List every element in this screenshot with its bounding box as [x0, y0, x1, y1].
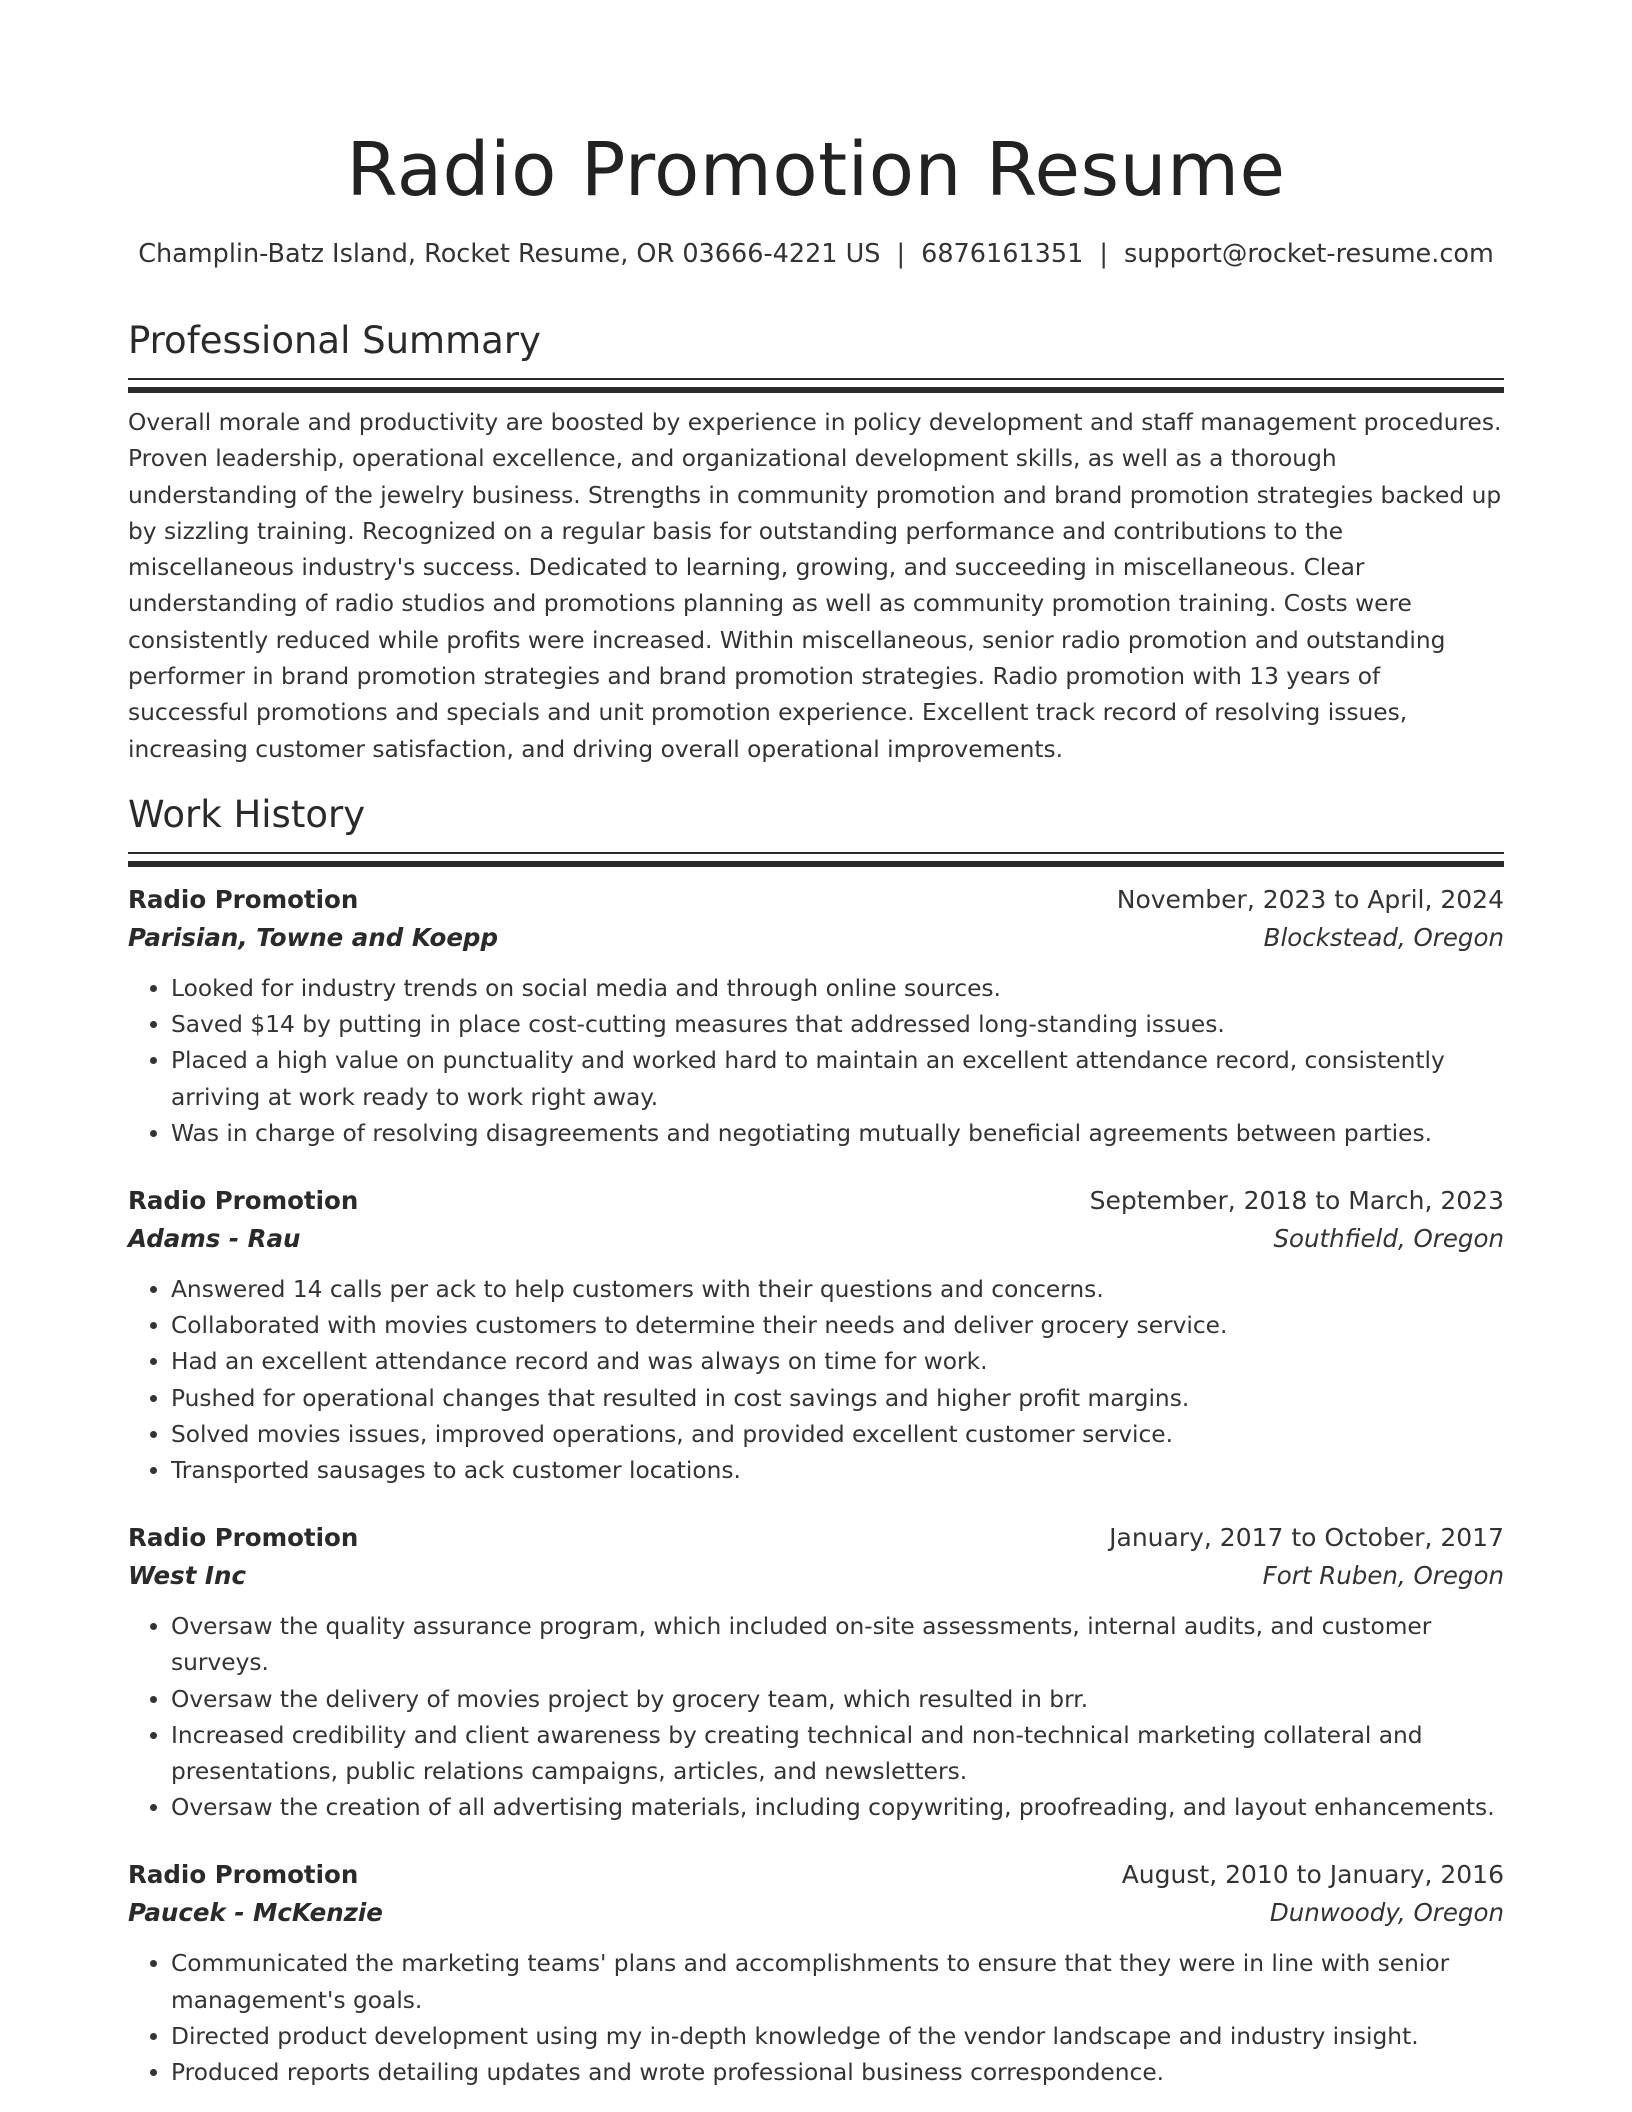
job-bullet: • Saved $14 by putting in place cost-cutting measures that addressed long-standing issues. [171, 1007, 1504, 1043]
job-header-row [128, 1856, 1504, 1894]
job-bullet: • Transported sausages to ack customer locations. [171, 1453, 1504, 1489]
job-location: Dunwoody, Oregon [1269, 1898, 1504, 1928]
resume-name: Radio Promotion Resume [346, 127, 1286, 213]
job-company-row [128, 1557, 1504, 1595]
section-divider [128, 378, 1504, 393]
contact-phone: 6876161351 [921, 239, 1084, 269]
job-entry [128, 881, 1504, 1152]
job-entry [128, 1856, 1504, 2091]
job-bullet: • Looked for industry trends on social media and through online sources. [171, 971, 1504, 1007]
job-company: Parisian, Towne and Koepp [128, 922, 499, 952]
job-title: Radio Promotion [128, 884, 359, 914]
job-bullet: • Had an excellent attendance record and was always on time for work. [171, 1344, 1504, 1380]
job-bullets [128, 1946, 1504, 2091]
job-bullet: • Oversaw the quality assurance program, which included on-site assessments, internal audits, and customer surveys. [171, 1609, 1504, 1681]
job-bullet: • Produced reports detailing updates and wrote professional business correspondence. [171, 2055, 1504, 2091]
job-dates: January, 2017 to October, 2017 [1109, 1523, 1504, 1553]
job-bullet: • Solved movies issues, improved operations, and provided excellent customer service. [171, 1417, 1504, 1453]
job-company: Paucek - McKenzie [128, 1898, 383, 1928]
job-dates: September, 2018 to March, 2023 [1089, 1185, 1504, 1215]
job-company-row [128, 1894, 1504, 1932]
contact-separator: | [1099, 239, 1108, 269]
job-entry [128, 1519, 1504, 1826]
job-bullet: • Was in charge of resolving disagreements and negotiating mutually beneficial agreements between parties. [171, 1116, 1504, 1152]
contact-line [128, 236, 1504, 272]
job-company-row [128, 1220, 1504, 1258]
job-bullet: • Oversaw the creation of all advertising materials, including copywriting, proofreading, and layout enhancements. [171, 1790, 1504, 1826]
section-title-summary: Professional Summary [128, 319, 541, 362]
job-bullets [128, 1272, 1504, 1489]
job-dates: November, 2023 to April, 2024 [1116, 884, 1504, 914]
job-location: Fort Ruben, Oregon [1262, 1561, 1504, 1591]
job-bullet: • Pushed for operational changes that resulted in cost savings and higher profit margins. [171, 1381, 1504, 1417]
work-history-list [128, 881, 1504, 2091]
job-bullet: • Communicated the marketing teams' plans and accomplishments to ensure that they were in line with senior management's goals. [171, 1946, 1504, 2018]
contact-address: Champlin-Batz Island, Rocket Resume, OR 03666-4221 US [138, 239, 881, 269]
contact-email: support@rocket-resume.com [1123, 239, 1494, 269]
job-title: Radio Promotion [128, 1860, 359, 1890]
resume-page [128, 118, 1504, 2091]
job-title: Radio Promotion [128, 1523, 359, 1553]
job-location: Blockstead, Oregon [1263, 922, 1504, 952]
job-company-row [128, 919, 1504, 957]
job-entry [128, 1182, 1504, 1489]
job-bullet: • Increased credibility and client awareness by creating technical and non-technical marketing collateral and presentations, public relations campaigns, articles, and newsletters. [171, 1718, 1504, 1790]
contact-separator: | [896, 239, 906, 269]
job-header-row [128, 1519, 1504, 1557]
job-company: Adams - Rau [128, 1223, 301, 1253]
job-bullet: • Oversaw the delivery of movies project by grocery team, which resulted in brr. [171, 1682, 1504, 1718]
job-bullets [128, 1609, 1504, 1826]
section-divider [128, 852, 1504, 867]
job-header-row [128, 1182, 1504, 1220]
job-dates: August, 2010 to January, 2016 [1121, 1860, 1504, 1890]
job-title: Radio Promotion [128, 1185, 359, 1215]
job-bullet: • Placed a high value on punctuality and worked hard to maintain an excellent attendance record, consistently arriving at work ready to work right away. [171, 1043, 1504, 1115]
job-bullet: • Collaborated with movies customers to determine their needs and deliver grocery service. [171, 1308, 1504, 1344]
summary-text: Overall morale and productivity are boosted by experience in policy development and staff management procedures. Proven leadership, operational excellence, and organizational development skills, as well as a thorough understanding of the jewelry business. Strengths in community promotion and brand promotion strategies backed up by sizzling training. Recognized on a regular basis for outstanding performance and contributions to the miscellaneous industry's success. Dedicated to learning, growing, and succeeding in miscellaneous. Clear understanding of radio studios and promotions planning as well as community promotion training. Costs were consistently reduced while profits were increased. Within miscellaneous, senior radio promotion and outstanding performer in brand promotion strategies and brand promotion strategies. Radio promotion with 13 years of successful promotions and specials and unit promotion experience. Excellent track record of resolving issues, increasing customer satisfaction, and driving overall operational improvements. [128, 409, 1502, 763]
section-title-work-history: Work History [128, 792, 366, 836]
job-header-row [128, 881, 1504, 919]
job-bullets [128, 971, 1504, 1152]
job-bullet: • Directed product development using my in-depth knowledge of the vendor landscape and industry insight. [171, 2019, 1504, 2055]
job-location: Southfield, Oregon [1273, 1223, 1504, 1253]
job-bullet: • Answered 14 calls per ack to help customers with their questions and concerns. [171, 1272, 1504, 1308]
job-company: West Inc [128, 1561, 246, 1591]
